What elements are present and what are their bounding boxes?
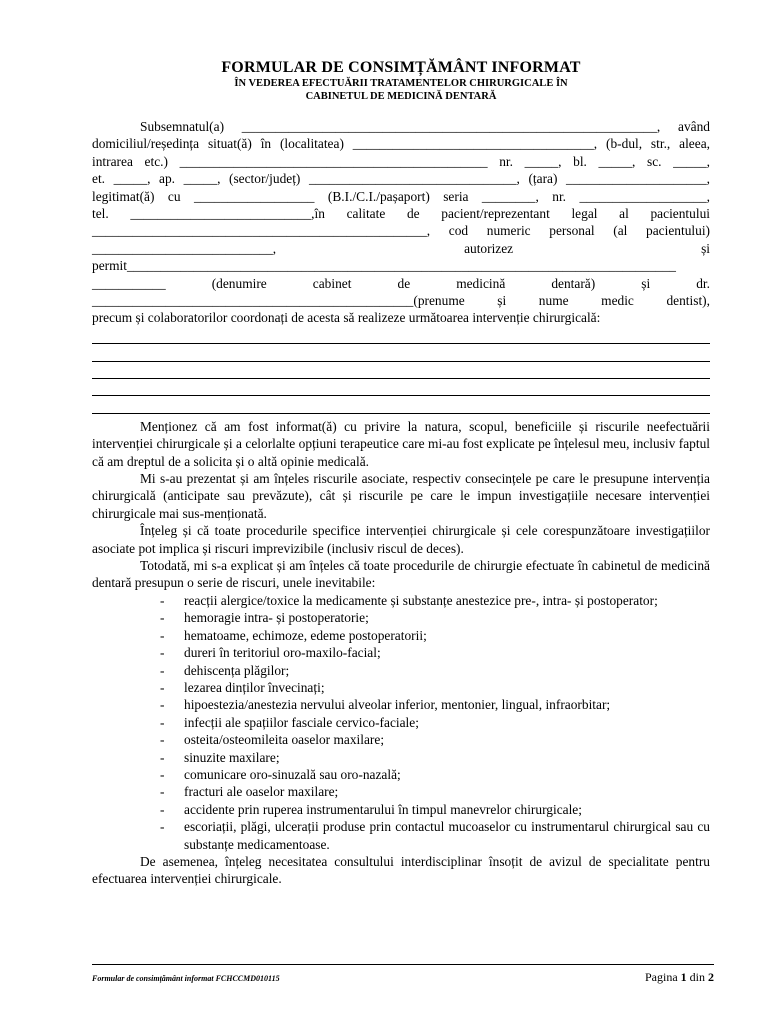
form-line-apartment[interactable]: et. _____, ap. _____, (sector/județ) _______________________________, (țara) _____________________, — [92, 171, 710, 187]
footer-page-sep: din — [689, 970, 705, 984]
form-line-patient-name[interactable]: Subsemnatul(a) ______________________________________________________________, având — [140, 119, 710, 134]
footer-page-total: 2 — [708, 970, 714, 984]
paragraph-informed: Menționez că am fost informat(ă) cu privire la natura, scopul, beneficiile și riscurile neefectuării intervenției chirurgicale și a celorlalte opțiuni terapeutice care mi-au fost explicate pe înțelesul meu, inclusiv faptul că am dreptul de a solicita și o altă opinie medicală. — [92, 418, 710, 469]
form-line-phone[interactable]: tel. ___________________________,în calitate de pacient/reprezentant legal al pacientului — [92, 206, 710, 222]
document-body — [92, 118, 710, 888]
risk-list-item: - reacții alergice/toxice la medicamente și substanțe anestezice pre-, intra- și postoperator; — [92, 592, 710, 609]
risk-list-item: - hematoame, echimoze, edeme postoperatorii; — [92, 627, 710, 644]
form-line-domicile[interactable]: domiciliul/reședința situat(ă) în (localitatea) ____________________________________, (b-dul, str., aleea, — [92, 136, 710, 152]
paragraph-surgical-risks-intro: Totodată, mi s-a explicat și am înțeles că toate procedurile de chirurgie efectuate în cabinetul de medicină dentară presupun o serie de riscuri, unele inevitabile: — [92, 558, 710, 591]
form-line-intervention-intro: precum și colaboratorilor coordonați de acesta să realizeze următoarea intervenție chirurgicală: — [92, 310, 601, 326]
intervention-blank-line[interactable] — [92, 344, 710, 361]
form-line-clinic[interactable]: ___________ (denumire cabinet de medicină dentară) și dr. — [92, 275, 710, 291]
risk-list-item: - sinuzite maxilare; — [92, 749, 710, 766]
risk-list-item: - comunicare oro-sinuzală sau oro-nazală; — [92, 766, 710, 783]
footer-page-word: Pagina — [644, 970, 678, 984]
page-footer — [92, 964, 714, 985]
form-line-permit[interactable]: permit__________________________________________________________________________________ — [92, 258, 676, 274]
risk-list-item: - hemoragie intra- și postoperatorie; — [92, 609, 710, 626]
form-line-identity[interactable]: legitimat(ă) cu __________________ (B.I./C.I./pașaport) seria ________, nr. ___________________, — [92, 188, 710, 204]
footer-page-number — [645, 970, 714, 985]
risk-list — [92, 592, 710, 853]
document-title: FORMULAR DE CONSIMȚĂMÂNT INFORMAT — [221, 59, 581, 76]
form-line-authorize[interactable]: ___________________________, autorizez și — [92, 240, 710, 256]
form-line-cnp[interactable]: __________________________________________________, cod numeric personal (al pacientului) — [92, 223, 710, 239]
document-subtitle-line2: CABINETUL DE MEDICINĂ DENTARĂ — [305, 91, 497, 102]
form-line-street[interactable]: intrarea etc.) ______________________________________________ nr. _____, bl. _____, sc. _____, — [92, 153, 710, 169]
risk-list-item: - hipoestezia/anestezia nervului alveolar inferior, mentonier, lingual, infraorbitar; — [92, 696, 710, 713]
risk-list-item: - dehiscența plăgilor; — [92, 662, 710, 679]
risk-list-item: - escoriații, plăgi, ulcerații produse prin contactul mucoaselor cu instrumentarul chirurgical sau cu substanțe medicamentoase. — [92, 818, 710, 853]
risk-list-item: - osteita/osteomileita oaselor maxilare; — [92, 731, 710, 748]
footer-document-code: Formular de consimțământ informat FCHCCMD010115 — [92, 974, 280, 983]
footer-page-current: 1 — [680, 970, 687, 984]
risk-list-item: - dureri în teritoriul oro-maxilo-facial; — [92, 644, 710, 661]
paragraph-unforeseeable-risks: Înțeleg și că toate procedurile specifice intervenției chirurgicale și cele corespunzătoare investigațiilor asociate pot implica și riscuri imprevizibile (inclusiv riscul de deces). — [92, 523, 710, 556]
document-subtitle-line1: ÎN VEDEREA EFECTUĂRII TRATAMENTELOR CHIRURGICALE ÎN — [234, 78, 568, 89]
risk-list-item: - infecții ale spațiilor fasciale cervico-faciale; — [92, 714, 710, 731]
intervention-blank-line[interactable] — [92, 379, 710, 396]
risk-list-item: - accidente prin ruperea instrumentarului în timpul manevrelor chirurgicale; — [92, 801, 710, 818]
intervention-blank-line[interactable] — [92, 362, 710, 379]
paragraph-risks-presented: Mi s-au prezentat și am înțeles riscurile asociate, respectiv consecințele pe care le presupune intervenția chirurgicală (anticipate sau prevăzute), cât și riscurile pe care le impun investigațiile necesare intervenției chirurgicale mai sus-menționată. — [92, 471, 710, 521]
intervention-blank-line[interactable] — [92, 327, 710, 344]
intervention-blank-line[interactable] — [92, 396, 710, 413]
risk-list-item: - fracturi ale oaselor maxilare; — [92, 783, 710, 800]
paragraph-interdisciplinary: De asemenea, înțeleg necesitatea consultului interdisciplinar însoțit de avizul de specialitate pentru efectuarea intervenției chirurgicale. — [92, 853, 710, 887]
risk-list-item: - lezarea dinților învecinați; — [92, 679, 710, 696]
document-page — [92, 58, 710, 888]
form-line-doctor[interactable]: ________________________________________________(prenume și nume medic dentist), — [92, 293, 710, 309]
